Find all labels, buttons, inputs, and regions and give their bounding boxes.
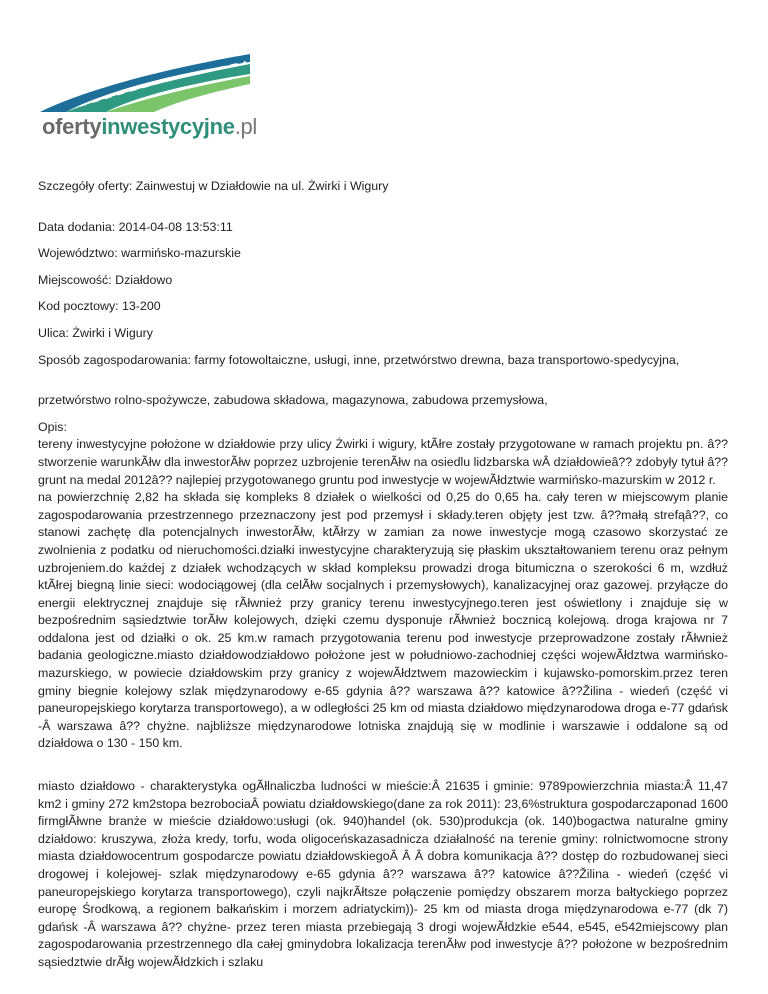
spacer [38, 378, 728, 392]
description-heading: Opis: [38, 419, 67, 434]
offer-content [38, 178, 728, 972]
description-paragraph-3: miasto działdowo - charakterystyka ogÃłlnaliczba ludności w mieście:Â 21635 i gminie: 9789powierzchnia miasta:Â 11,47 km2 i gminy 272 km2stopa bezrobociaÂ powiatu działdowskiego(dane za rok 2011): 23,6%struktura gospodarczaponad 1600 firmgłÃłwne branże w mieście działdowo:usługi (ok. 940)handel (ok. 530)produkcja (ok. 140)bogactwa naturalne gminy działdowo: kruszywa, złoża kredy, torfu, woda oligoceńskazasadnicza działalność na terenie gminy: rolnictwomocne strony miasta działdowocentrum gospodarcze powiatu działdowskiegoÂ Â Â dobra komunikacja â?? dostęp do rozbudowanej sieci drogowej i kolejowej- szlak międzynarodowy e-65 gdynia â?? warszawa â?? katowice â??Žilina - wiedeń (część vi paneuropejskiego korytarza transportowego), czyli najkrÃłtsze połączenie pomiędzy obszarem morza bałtyckiego poprzez europę Środkową, a regionem bałkańskim i morzem adriatyckim))- 25 km od miasta droga międzynarodowa e-77 (dk 7) gdańsk -Â warszawa â?? chyżne- przez teren miasta przebiegają 3 drogi wojewÃłdzkie e544, e545, e542miejscowy plan zagospodarowania przestrzennego dla całej gminydobra lokalizacja terenÃłw pod inwestycje â?? położone w bezpośrednim sąsiedztwie drÃłg wojewÃłdzkich i szlaku [38, 779, 728, 969]
date-added: Data dodania: 2014-04-08 13:53:11 [38, 219, 233, 234]
description-paragraph-2: na powierzchnię 2,82 ha składa się kompleks 8 działek o wielkości od 0,25 do 0,65 ha. cały teren w miejscowym planie zagospodarowania przestrzennego przeznaczony jest pod przemysł i składy.teren objęty jest tzw. â??małą strefąâ??, co stanowi zachętę dla potencjalnych inwestorÃłw, ktÃłrzy w zamian za nowe inwestycje mogą czasowo skorzystać ze zwolnienia z podatku od nieruchomości.działki inwestycyjne charakteryzują się płaskim ukształtowaniem terenu oraz pełnym uzbrojeniem.do każdej z działek wchodzących w skład kompleksu prowadzi droga bitumiczna o szerokości 6 m, wzdłuż ktÃłrej biegną linie sieci: wodociągowej (dla celÃłw socjalnych i przemysłowych), kanalizacyjnej oraz gazowej. przyłącze do energii elektrycznej znajduje się rÃłwnież przy granicy terenu inwestycyjnego.teren jest oświetlony i znajduje się w bezpośrednim sąsiedztwie torÃłw kolejowych, dzięki czemu dysponuje rÃłwnież bocznicą kolejową. droga krajowa nr 7 oddalona jest od działki o ok. 25 km.w ramach przygotowania terenu pod inwestycje przeprowadzone zostały rÃłwnież badania geologiczne.miasto działdowodziałdowo położone jest w południowo-zachodniej części wojewÃłdztwa warmińsko-mazurskiego, w powiecie działdowskim przy granicy z wojewÃłdztwem mazowieckim i kujawsko-pomorskim.przez teren gminy biegnie kolejowy szlak międzynarodowy e-65 gdynia â?? warszawa â?? katowice â??Žilina - wiedeń (część vi paneuropejskiego korytarza transportowego), a w odległości 25 km od miasta działdowo międzynarodowa droga e-77 gdańsk -Â warszawa â?? chyżne. najbliższe międzynarodowe lotniska znajdują się w modlinie i warszawie i oddalone są od działdowa o 130 - 150 km. [38, 490, 728, 751]
road-logo-icon [36, 48, 256, 114]
logo-part-pl: .pl [234, 114, 258, 139]
usage-line-2: przetwórstwo rolno-spożywcze, zabudowa składowa, magazynowa, zabudowa przemysłowa, [38, 393, 548, 408]
site-logo[interactable] [36, 48, 256, 148]
description-paragraph-1: tereny inwestycyjne położone w działdowie przy ulicy Żwirki i wigury, ktÃłre zostały przygotowane w ramach projektu pn. â??stworzenie warunkÃłw dla inwestorÃłw poprzez uzbrojenie terenÃłw na osiedlu lidzbarska wÂ działdowieâ?? zdobyły tytuł â??grunt na medal 2012â?? najlepiej przygotowanego gruntu pod inwestycje w wojewÃłdztwie warmińsko-mazurskim w 2012 r. [38, 437, 728, 487]
spacer [38, 205, 728, 219]
logo-part-oferty: oferty [42, 114, 102, 139]
logo-part-inwestycyjne: inwestycyjne [101, 114, 235, 139]
spacer [38, 753, 728, 778]
voivodeship: Województwo: warmińsko-mazurskie [38, 246, 241, 261]
street: Ulica: Żwirki i Wigury [38, 325, 153, 340]
offer-title: Szczegóły oferty: Zainwestuj w Działdowie na ul. Żwirki i Wigury [38, 179, 389, 193]
city: Miejscowość: Działdowo [38, 272, 173, 287]
postal-code: Kod pocztowy: 13-200 [38, 299, 161, 314]
logo-wordmark [42, 114, 257, 140]
usage-line-1: Sposób zagospodarowania: farmy fotowoltaiczne, usługi, inne, przetwórstwo drewna, baza transportowo-spedycyjna, [38, 352, 680, 367]
